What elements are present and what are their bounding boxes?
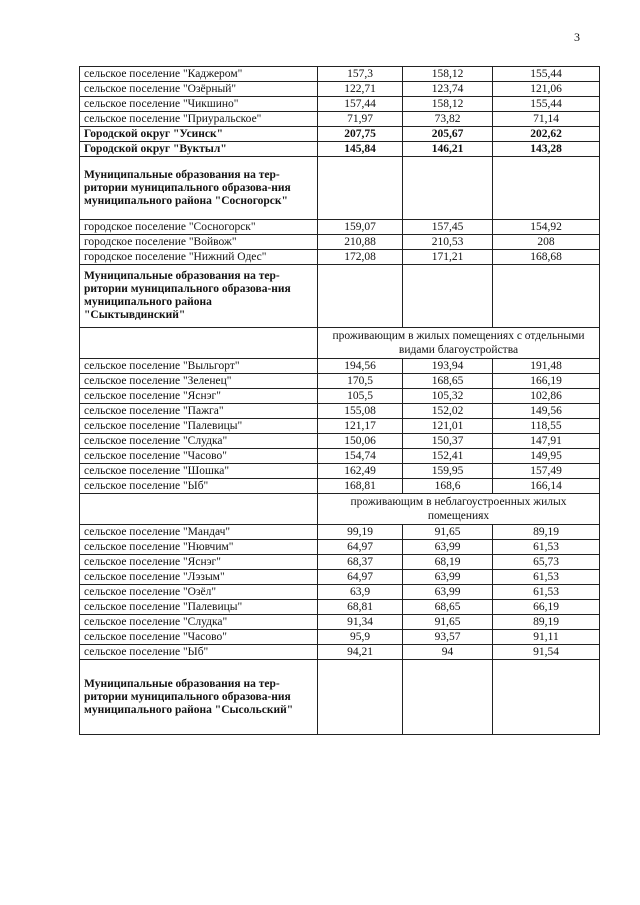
city-district-row xyxy=(80,127,600,142)
city-district-row xyxy=(80,142,600,157)
settlement-name: сельское поселение "Выльгорт" xyxy=(80,359,318,374)
value-cell-2: 63,99 xyxy=(403,540,493,555)
value-cell-3: 157,49 xyxy=(493,464,600,479)
value-cell-2: 68,65 xyxy=(403,600,493,615)
section-header-row xyxy=(80,265,600,328)
empty-cell xyxy=(493,157,600,220)
value-cell-1: 150,06 xyxy=(318,434,403,449)
value-cell-2: 158,12 xyxy=(403,67,493,82)
value-cell-2: 168,65 xyxy=(403,374,493,389)
table-row xyxy=(80,464,600,479)
settlement-name: городское поселение "Войвож" xyxy=(80,235,318,250)
subheader-row xyxy=(80,494,600,525)
value-cell-2: 73,82 xyxy=(403,112,493,127)
value-cell-3: 147,91 xyxy=(493,434,600,449)
value-cell-1: 157,44 xyxy=(318,97,403,112)
value-cell-2: 150,37 xyxy=(403,434,493,449)
value-cell-2: 168,6 xyxy=(403,479,493,494)
value-cell-2: 91,65 xyxy=(403,615,493,630)
settlement-name: сельское поселение "Часово" xyxy=(80,630,318,645)
value-cell-2: 171,21 xyxy=(403,250,493,265)
table-row xyxy=(80,374,600,389)
value-cell-2: 94 xyxy=(403,645,493,660)
value-cell-3: 91,11 xyxy=(493,630,600,645)
value-cell-2: 205,67 xyxy=(403,127,493,142)
value-cell-1: 194,56 xyxy=(318,359,403,374)
empty-cell xyxy=(318,265,403,328)
value-cell-1: 155,08 xyxy=(318,404,403,419)
settlement-name: сельское поселение "Каджером" xyxy=(80,67,318,82)
value-cell-1: 64,97 xyxy=(318,570,403,585)
table-row xyxy=(80,419,600,434)
value-cell-1: 121,17 xyxy=(318,419,403,434)
value-cell-2: 193,94 xyxy=(403,359,493,374)
table-body xyxy=(80,67,600,735)
value-cell-2: 159,95 xyxy=(403,464,493,479)
table-row xyxy=(80,250,600,265)
settlement-name: сельское поселение "Мандач" xyxy=(80,525,318,540)
value-cell-3: 208 xyxy=(493,235,600,250)
value-cell-1: 122,71 xyxy=(318,82,403,97)
section-header-text: Муниципальные образования на тер-ритории муниципального образова-ния муниципального района "Сосногорск" xyxy=(80,157,318,220)
value-cell-3: 118,55 xyxy=(493,419,600,434)
table-row xyxy=(80,525,600,540)
value-cell-1: 105,5 xyxy=(318,389,403,404)
value-cell-3: 149,56 xyxy=(493,404,600,419)
settlement-name: сельское поселение "Ыб" xyxy=(80,479,318,494)
value-cell-1: 94,21 xyxy=(318,645,403,660)
value-cell-3: 166,19 xyxy=(493,374,600,389)
settlement-name: сельское поселение "Лэзым" xyxy=(80,570,318,585)
value-cell-1: 162,49 xyxy=(318,464,403,479)
table-row xyxy=(80,615,600,630)
value-cell-1: 145,84 xyxy=(318,142,403,157)
settlement-name: сельское поселение "Пажга" xyxy=(80,404,318,419)
value-cell-1: 154,74 xyxy=(318,449,403,464)
value-cell-3: 155,44 xyxy=(493,67,600,82)
settlement-name: городское поселение "Нижний Одес" xyxy=(80,250,318,265)
table-row xyxy=(80,97,600,112)
table-row xyxy=(80,82,600,97)
value-cell-1: 91,34 xyxy=(318,615,403,630)
value-cell-2: 93,57 xyxy=(403,630,493,645)
settlement-name: сельское поселение "Чикшино" xyxy=(80,97,318,112)
table-row xyxy=(80,570,600,585)
subheader-text: проживающим в неблагоустроенных жилых помещениях xyxy=(318,494,600,525)
table-row xyxy=(80,220,600,235)
table-row xyxy=(80,449,600,464)
value-cell-3: 143,28 xyxy=(493,142,600,157)
tariff-table xyxy=(79,66,600,735)
table-row xyxy=(80,585,600,600)
value-cell-3: 89,19 xyxy=(493,525,600,540)
value-cell-3: 202,62 xyxy=(493,127,600,142)
section-header-row xyxy=(80,660,600,735)
value-cell-3: 191,48 xyxy=(493,359,600,374)
value-cell-1: 63,9 xyxy=(318,585,403,600)
value-cell-3: 166,14 xyxy=(493,479,600,494)
value-cell-2: 123,74 xyxy=(403,82,493,97)
settlement-name: сельское поселение "Слудка" xyxy=(80,615,318,630)
subheader-text: проживающим в жилых помещениях с отдельными видами благоустройства xyxy=(318,328,600,359)
empty-cell xyxy=(493,265,600,328)
empty-cell xyxy=(318,157,403,220)
value-cell-2: 63,99 xyxy=(403,585,493,600)
value-cell-1: 159,07 xyxy=(318,220,403,235)
settlement-name: сельское поселение "Зеленец" xyxy=(80,374,318,389)
settlement-name: сельское поселение "Яснэг" xyxy=(80,555,318,570)
settlement-name: сельское поселение "Яснэг" xyxy=(80,389,318,404)
value-cell-2: 152,02 xyxy=(403,404,493,419)
value-cell-2: 105,32 xyxy=(403,389,493,404)
value-cell-3: 71,14 xyxy=(493,112,600,127)
value-cell-3: 154,92 xyxy=(493,220,600,235)
settlement-name: Городской округ "Усинск" xyxy=(80,127,318,142)
value-cell-2: 63,99 xyxy=(403,570,493,585)
value-cell-2: 158,12 xyxy=(403,97,493,112)
empty-cell xyxy=(493,660,600,735)
empty-cell xyxy=(403,660,493,735)
subheader-row xyxy=(80,328,600,359)
value-cell-2: 152,41 xyxy=(403,449,493,464)
table-row xyxy=(80,600,600,615)
value-cell-1: 99,19 xyxy=(318,525,403,540)
settlement-name: сельское поселение "Шошка" xyxy=(80,464,318,479)
value-cell-2: 157,45 xyxy=(403,220,493,235)
value-cell-2: 146,21 xyxy=(403,142,493,157)
section-header-text: Муниципальные образования на тер-ритории муниципального образова-ния муниципального района "Сыктывдинский" xyxy=(80,265,318,328)
table-row xyxy=(80,67,600,82)
value-cell-1: 170,5 xyxy=(318,374,403,389)
value-cell-2: 121,01 xyxy=(403,419,493,434)
table-row xyxy=(80,359,600,374)
value-cell-3: 61,53 xyxy=(493,585,600,600)
value-cell-1: 157,3 xyxy=(318,67,403,82)
value-cell-3: 66,19 xyxy=(493,600,600,615)
table-row xyxy=(80,112,600,127)
subheader-empty-cell xyxy=(80,328,318,359)
empty-cell xyxy=(403,157,493,220)
value-cell-1: 207,75 xyxy=(318,127,403,142)
table-row xyxy=(80,404,600,419)
table-row xyxy=(80,479,600,494)
value-cell-1: 71,97 xyxy=(318,112,403,127)
value-cell-3: 168,68 xyxy=(493,250,600,265)
settlement-name: сельское поселение "Ыб" xyxy=(80,645,318,660)
value-cell-3: 149,95 xyxy=(493,449,600,464)
value-cell-1: 68,81 xyxy=(318,600,403,615)
value-cell-3: 155,44 xyxy=(493,97,600,112)
value-cell-1: 168,81 xyxy=(318,479,403,494)
settlement-name: сельское поселение "Часово" xyxy=(80,449,318,464)
value-cell-2: 68,19 xyxy=(403,555,493,570)
value-cell-2: 91,65 xyxy=(403,525,493,540)
settlement-name: городское поселение "Сосногорск" xyxy=(80,220,318,235)
settlement-name: сельское поселение "Нювчим" xyxy=(80,540,318,555)
settlement-name: сельское поселение "Озёл" xyxy=(80,585,318,600)
section-header-row xyxy=(80,157,600,220)
settlement-name: Городской округ "Вуктыл" xyxy=(80,142,318,157)
settlement-name: сельское поселение "Палевицы" xyxy=(80,419,318,434)
value-cell-3: 61,53 xyxy=(493,540,600,555)
table-row xyxy=(80,389,600,404)
settlement-name: сельское поселение "Озёрный" xyxy=(80,82,318,97)
value-cell-1: 210,88 xyxy=(318,235,403,250)
value-cell-3: 89,19 xyxy=(493,615,600,630)
value-cell-1: 95,9 xyxy=(318,630,403,645)
value-cell-2: 210,53 xyxy=(403,235,493,250)
table-row xyxy=(80,540,600,555)
settlement-name: сельское поселение "Слудка" xyxy=(80,434,318,449)
empty-cell xyxy=(318,660,403,735)
value-cell-3: 65,73 xyxy=(493,555,600,570)
value-cell-3: 91,54 xyxy=(493,645,600,660)
value-cell-3: 61,53 xyxy=(493,570,600,585)
section-header-text: Муниципальные образования на тер-ритории муниципального образова-ния муниципального района "Сысольский" xyxy=(80,660,318,735)
table-row xyxy=(80,235,600,250)
page-number: 3 xyxy=(574,30,580,44)
subheader-empty-cell xyxy=(80,494,318,525)
value-cell-1: 172,08 xyxy=(318,250,403,265)
table-row xyxy=(80,555,600,570)
table-row xyxy=(80,434,600,449)
value-cell-1: 64,97 xyxy=(318,540,403,555)
value-cell-1: 68,37 xyxy=(318,555,403,570)
settlement-name: сельское поселение "Палевицы" xyxy=(80,600,318,615)
table-row xyxy=(80,630,600,645)
value-cell-3: 121,06 xyxy=(493,82,600,97)
table-row xyxy=(80,645,600,660)
empty-cell xyxy=(403,265,493,328)
settlement-name: сельское поселение "Приуральское" xyxy=(80,112,318,127)
value-cell-3: 102,86 xyxy=(493,389,600,404)
